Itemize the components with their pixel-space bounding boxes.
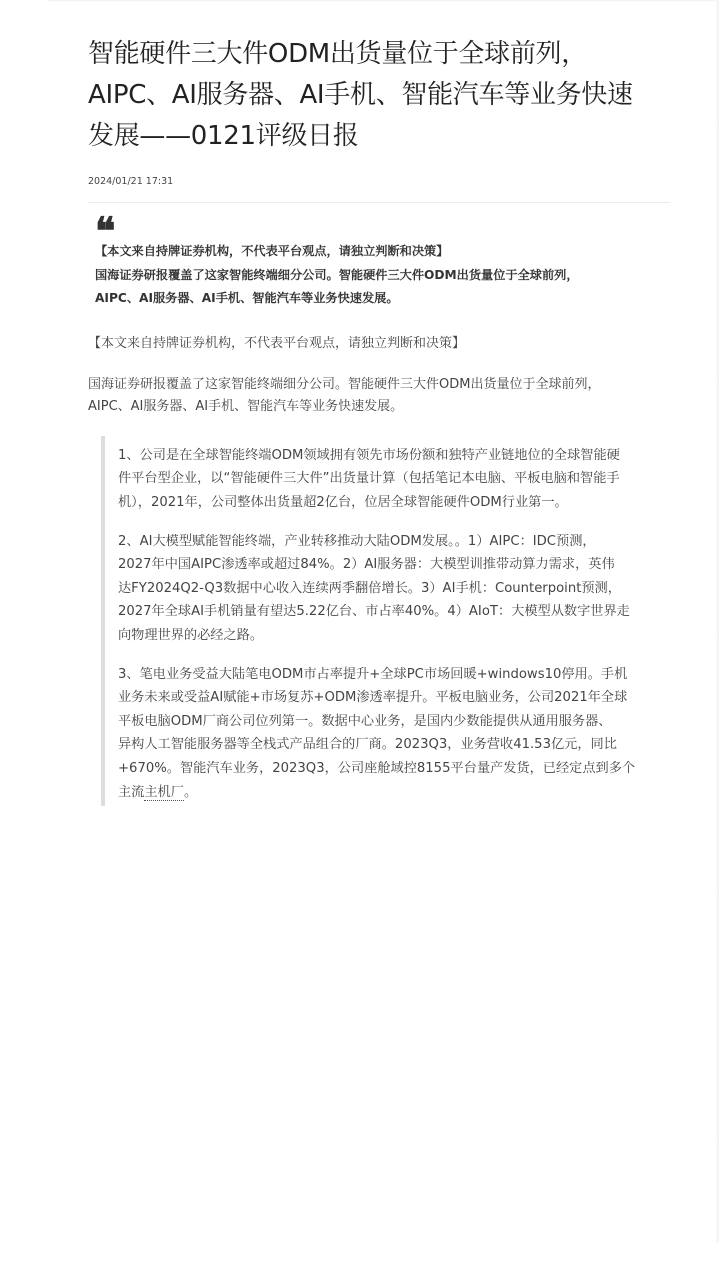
intro-line: AIPC、AI服务器、AI手机、智能汽车等业务快速发展。	[88, 398, 404, 414]
title-line: 发展——0121评级日报	[88, 121, 359, 151]
key-point-line: 向物理世界的必经之路。	[118, 627, 264, 643]
key-point-line: +670%。智能汽车业务，2023Q3，公司座舱域控8155平台量产发货，已经定点到多个	[118, 760, 636, 776]
key-point-line: 达FY2024Q2-Q3数据中心收入连续两季翻倍增长。3）AI手机：Counterpoint预测，	[118, 580, 621, 596]
key-point-line: 件平台型企业，以“智能硬件三大件”出货量计算（包括笔记本电脑、平板电脑和智能手	[118, 471, 620, 487]
title-line: AIPC、AI服务器、AI手机、智能汽车等业务快速	[88, 80, 633, 110]
key-point-line: 异构人工智能服务器等全栈式产品组合的厂商。2023Q3，业务营收41.53亿元，同比	[118, 737, 617, 753]
page-right-edge	[715, 0, 719, 1243]
header-divider	[88, 202, 670, 203]
intro-paragraph	[88, 374, 670, 418]
key-points-blockquote	[101, 436, 670, 806]
publish-date: 2024/01/21 17:31	[88, 176, 174, 187]
page-top-edge	[48, 0, 719, 2]
summary-line: AIPC、AI服务器、AI手机、智能汽车等业务快速发展。	[95, 291, 399, 306]
key-point-line: 平板电脑ODM厂商公司位列第一。数据中心业务，是国内少数能提供从通用服务器、	[118, 713, 612, 729]
summary-block	[88, 208, 670, 311]
key-point-text: 主流	[118, 784, 145, 800]
article	[88, 34, 670, 806]
summary-line: 【本文来自持牌证券机构，不代表平台观点，请独立判断和决策】	[95, 244, 449, 258]
key-point-line: 业务未来或受益AI赋能+市场复苏+ODM渗透率提升。平板电脑业务，公司2021年全球	[118, 690, 628, 706]
key-point-line: 2027年全球AI手机销量有望达5.22亿台、市占率40%。4）AIoT：大模型从数字世界走	[118, 604, 630, 620]
key-point-line: 2027年中国AIPC渗透率或超过84%。2）AI服务器：大模型训推带动算力需求，英伟	[118, 557, 615, 573]
key-point-line: 1、公司是在全球智能终端ODM领域拥有领先市场份额和独特产业链地位的全球智能硬	[118, 447, 620, 463]
key-point-line: 机），2021年，公司整体出货量超2亿台，位居全球智能硬件ODM行业第一。	[118, 494, 568, 510]
title-line: 智能硬件三大件ODM出货量位于全球前列，	[88, 39, 587, 69]
summary-line: 国海证券研报覆盖了这家智能终端细分公司。智能硬件三大件ODM出货量位于全球前列，	[95, 267, 579, 282]
left-double-quote-icon: ❝	[95, 208, 113, 253]
underlined-term: 主机厂	[144, 784, 184, 800]
key-point-line: 3、笔电业务受益大陆笔电ODM市占率提升+全球PC市场回暖+windows10停用。手机	[118, 666, 628, 682]
article-title	[88, 34, 670, 157]
key-point-2	[118, 530, 670, 648]
key-point-3	[118, 663, 670, 805]
intro-line: 国海证券研报覆盖了这家智能终端细分公司。智能硬件三大件ODM出货量位于全球前列，	[88, 376, 601, 392]
key-point-last-line	[118, 781, 670, 805]
key-point-text: 。	[183, 784, 198, 800]
disclaimer-paragraph: 【本文来自持牌证券机构，不代表平台观点，请独立判断和决策】	[88, 335, 466, 351]
key-point-1	[118, 444, 670, 515]
key-point-line: 2、AI大模型赋能智能终端，产业转移推动大陆ODM发展。。1）AIPC：IDC预测，	[118, 533, 596, 549]
